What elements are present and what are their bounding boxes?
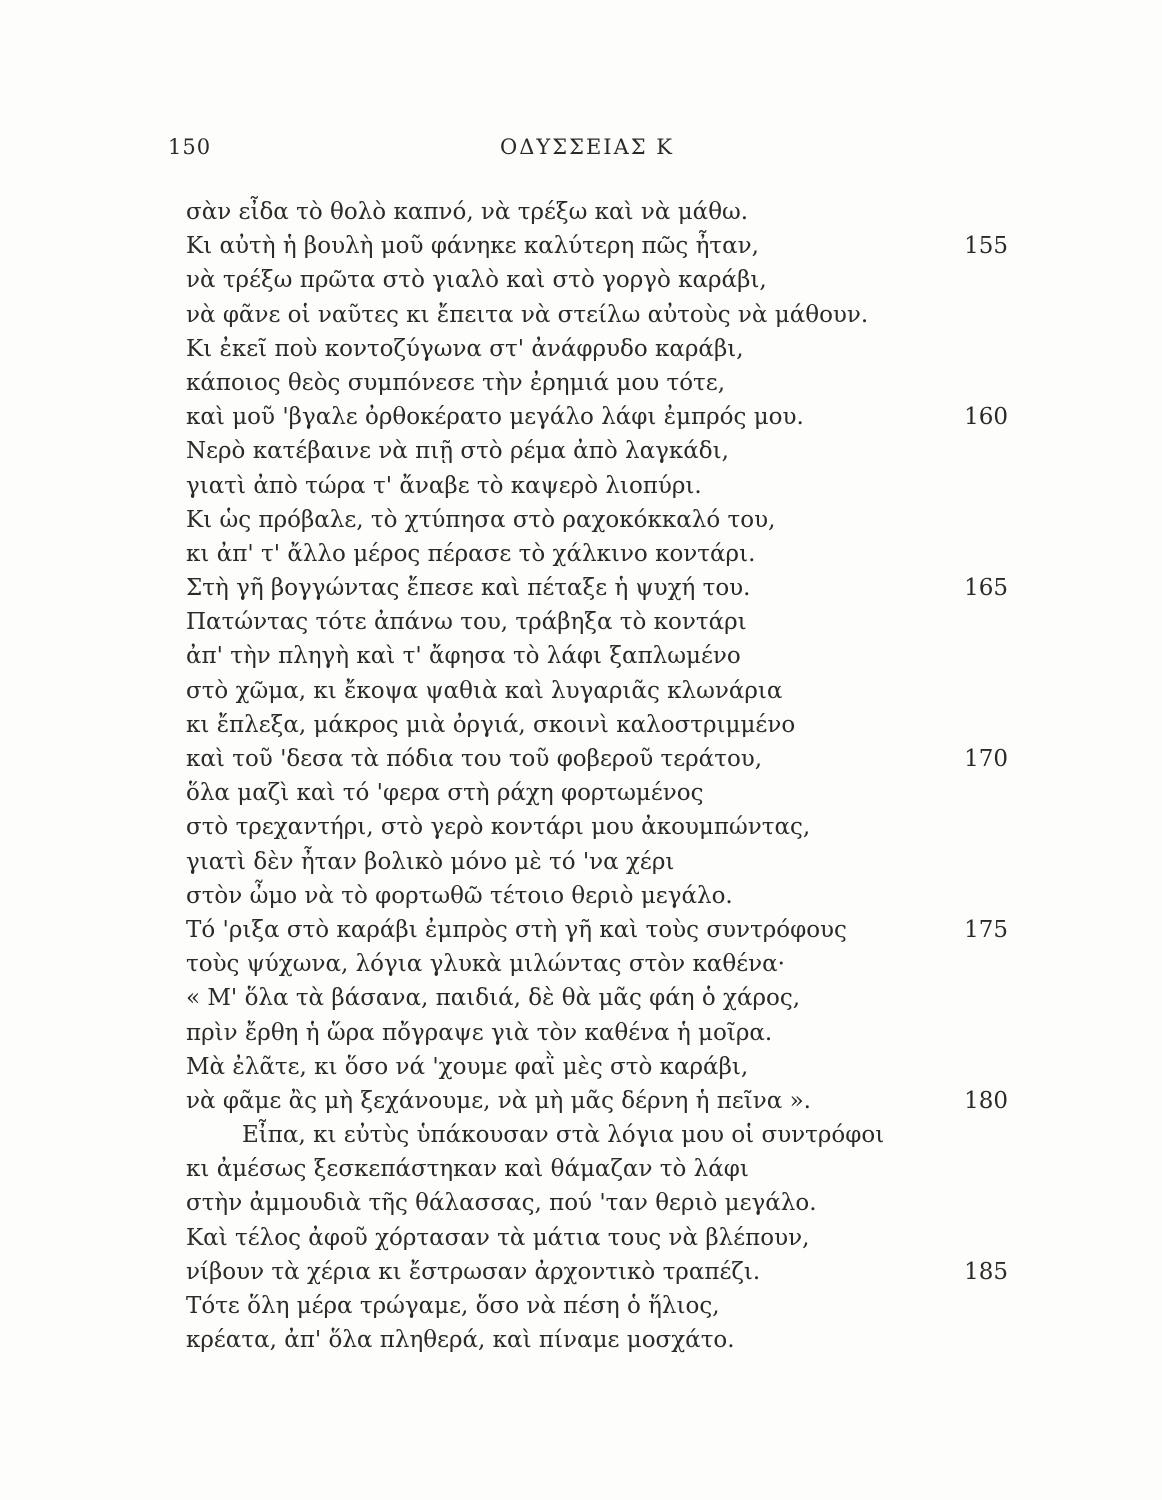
verse-text: Μὰ ἐλᾶτε, κι ὅσο νά 'χουμε φαῒ μὲς στὸ καράβι,: [186, 1053, 749, 1080]
verse-text: καὶ τοῦ 'δεσα τὰ πόδια του τοῦ φοβεροῦ τεράτου,: [186, 746, 763, 772]
verse-text: στὸν ὦμο νὰ τὸ φορτωθῶ τέτοιο θεριὸ μεγάλο.: [186, 882, 733, 909]
verse-line: [186, 1289, 1016, 1323]
verse-line: [186, 1255, 1016, 1289]
verse-line: [186, 1084, 1016, 1118]
verse-text: Κι ὡς πρόβαλε, τὸ χτύπησα στὸ ραχοκόκκαλό του,: [186, 506, 776, 533]
verse-text: νὰ φᾶνε οἱ ναῦτες κι ἔπειτα νὰ στείλω αὐτοὺς νὰ μάθουν.: [186, 301, 869, 328]
verse-line: [186, 913, 1016, 947]
line-number: 155: [964, 233, 1008, 260]
verse-text: Νερὸ κατέβαινε νὰ πιῇ στὸ ρέμα ἀπὸ λαγκάδι,: [186, 438, 729, 465]
verse-line: [186, 332, 1016, 366]
verse-line: [186, 366, 1016, 400]
verse-text: σὰν εἶδα τὸ θολὸ καπνό, νὰ τρέξω καὶ νὰ μάθω.: [186, 199, 749, 225]
verse-text: Κι αὐτὴ ἡ βουλὴ μοῦ φάνηκε καλύτερη πῶς ἦταν,: [186, 233, 759, 260]
verse-text: Τότε ὅλη μέρα τρώγαμε, ὅσο νὰ πέση ὁ ἥλιος,: [186, 1293, 720, 1319]
verse-line: [186, 298, 1016, 332]
verse-text: « Μ' ὅλα τὰ βάσανα, παιδιά, δὲ θὰ μᾶς φάη ὁ χάρος,: [186, 985, 801, 1012]
verse-text: Καὶ τέλος ἀφοῦ χόρτασαν τὰ μάτια τους νὰ βλέπουν,: [186, 1224, 810, 1251]
verse-line: [186, 1221, 1016, 1255]
running-title: ΟΔΥΣΣΕΙΑΣ Κ: [500, 135, 674, 159]
verse-text: κι ἀπ' τ' ἄλλο μέρος πέρασε τὸ χάλκινο κοντάρι.: [186, 540, 756, 567]
verse-line: [186, 1152, 1016, 1186]
verse-line: [186, 947, 1016, 981]
verse-line: [186, 810, 1016, 844]
verse-text: πρὶν ἔρθη ἡ ὥρα πὄγραψε γιὰ τὸν καθένα ἡ μοῖρα.: [186, 1019, 773, 1046]
verse-text: τοὺς ψύχωνα, λόγια γλυκὰ μιλώντας στὸν καθένα·: [186, 951, 785, 978]
verse-text: ἀπ' τὴν πληγὴ καὶ τ' ἄφησα τὸ λάφι ξαπλωμένο: [186, 643, 741, 670]
verse-line: [186, 708, 1016, 742]
verse-line: [186, 776, 1016, 810]
verse-text: νὰ τρέξω πρῶτα στὸ γιαλὸ καὶ στὸ γοργὸ καράβι,: [186, 267, 767, 294]
verse-line: [186, 263, 1016, 297]
verse-line: [186, 605, 1016, 639]
verse-line: [186, 1050, 1016, 1084]
verse-line: [186, 1323, 1016, 1357]
page-number: 150: [168, 135, 212, 159]
verse-text: νὰ φᾶμε ἂς μὴ ξεχάνουμε, νὰ μὴ μᾶς δέρνη ἡ πεῖνα ».: [186, 1087, 811, 1114]
verse-line: [186, 845, 1016, 879]
verse-line: [186, 1186, 1016, 1220]
verse-line: [186, 674, 1016, 708]
line-number: 165: [964, 575, 1008, 602]
verse-line: [186, 639, 1016, 673]
verse-text: Πατώντας τότε ἀπάνω του, τράβηξα τὸ κοντάρι: [186, 609, 747, 636]
verse-text: Εἶπα, κι εὐτὺς ὑπάκουσαν στὰ λόγια μου οἱ συντρόφοι: [242, 1122, 885, 1149]
verse-text: κάποιος θεὸς συμπόνεσε τὴν ἐρημιά μου τότε,: [186, 369, 726, 396]
verse-line: [186, 469, 1016, 503]
line-number: 170: [964, 746, 1008, 772]
line-number: 180: [964, 1087, 1008, 1114]
verse-text: Στὴ γῆ βογγώντας ἔπεσε καὶ πέταξε ἡ ψυχή του.: [186, 575, 751, 602]
verse-line: [186, 434, 1016, 468]
verse-text: Τό 'ριξα στὸ καράβι ἐμπρὸς στὴ γῆ καὶ τοὺς συντρόφους: [186, 916, 847, 943]
verse-line: [186, 537, 1016, 571]
verse-text: γιατὶ δὲν ἦταν βολικὸ μόνο μὲ τό 'να χέρι: [186, 848, 675, 875]
verse-text: στὸ χῶμα, κι ἔκοψα ψαθιὰ καὶ λυγαριᾶς κλωνάρια: [186, 677, 783, 704]
verse-text: νίβουν τὰ χέρια κι ἔστρωσαν ἀρχοντικὸ τραπέζι.: [186, 1258, 761, 1285]
verse-text: στὴν ἀμμουδιὰ τῆς θάλασσας, πού 'ταν θεριὸ μεγάλο.: [186, 1190, 817, 1217]
verse-line: [186, 879, 1016, 913]
verse-line: [186, 742, 1016, 776]
verse-text: γιατὶ ἀπὸ τώρα τ' ἄναβε τὸ καψερὸ λιοπύρι.: [186, 472, 702, 499]
verse-text: καὶ μοῦ 'βγαλε ὀρθοκέρατο μεγάλο λάφι ἐμπρός μου.: [186, 404, 804, 431]
verse-line: [186, 195, 1016, 229]
verse-text: στὸ τρεχαντήρι, στὸ γερὸ κοντάρι μου ἀκουμπώντας,: [186, 814, 811, 841]
verse-line: [186, 981, 1016, 1015]
line-number: 175: [964, 916, 1008, 943]
verse-line: [186, 503, 1016, 537]
verse-text: κι ἔπλεξα, μάκρος μιὰ ὀργιά, σκοινὶ καλοστριμμένο: [186, 711, 796, 738]
verse-line: [186, 229, 1016, 263]
verse-text: Κι ἐκεῖ ποὺ κοντοζύγωνα στ' ἀνάφρυδο καράβι,: [186, 335, 744, 362]
verse-block: [186, 195, 1016, 1357]
verse-line: [186, 400, 1016, 434]
verse-text: κρέατα, ἀπ' ὅλα πληθερά, καὶ πίναμε μοσχάτο.: [186, 1327, 735, 1354]
line-number: 160: [964, 404, 1008, 431]
verse-text: ὅλα μαζὶ καὶ τό 'φερα στὴ ράχη φορτωμένος: [186, 780, 704, 807]
verse-line: [186, 1118, 1016, 1152]
line-number: 185: [964, 1258, 1008, 1285]
verse-line: [186, 571, 1016, 605]
verse-text: κι ἀμέσως ξεσκεπάστηκαν καὶ θάμαζαν τὸ λάφι: [186, 1156, 749, 1183]
verse-line: [186, 1016, 1016, 1050]
